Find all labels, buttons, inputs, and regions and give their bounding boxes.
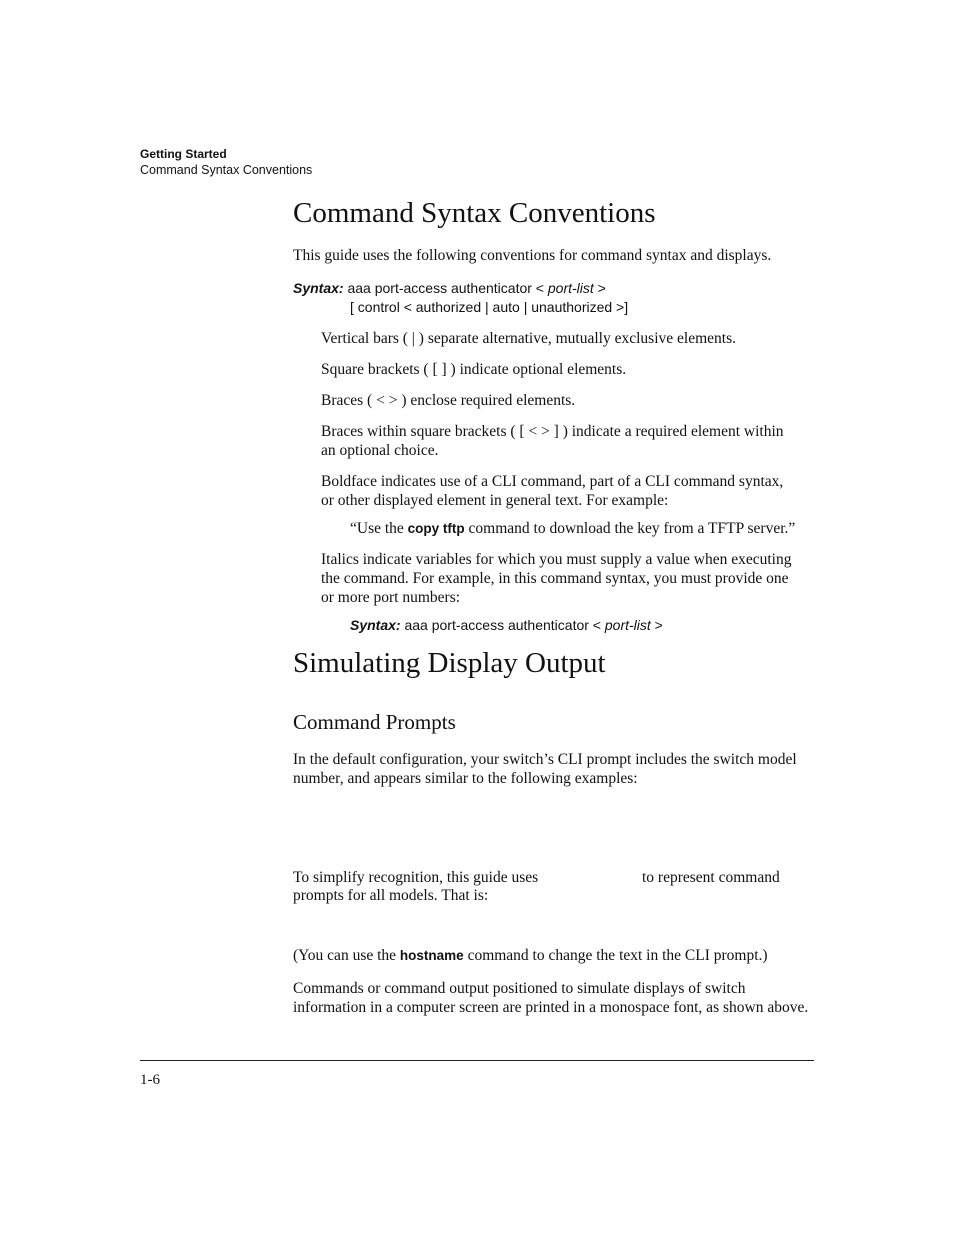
- example-command: copy tftp: [407, 521, 465, 536]
- convention-vertical-bars: Vertical bars ( | ) separate alternative, mutually exclusive elements.: [321, 330, 736, 347]
- convention-braces-in-brackets: Braces within square brackets ( [ < > ] ) indicate a required element within an optional choice.: [321, 423, 784, 459]
- syntax-line-1: Syntax: aaa port-access authenticator < port-list >: [293, 280, 606, 296]
- hostname-command: hostname: [399, 948, 464, 963]
- prompts-paragraph-2-part2: to represent command: [642, 869, 780, 886]
- section-title-syntax-conventions: Command Syntax Conventions: [293, 197, 656, 229]
- syntax-label: Syntax:: [293, 280, 344, 296]
- prompts-paragraph-2-part3: prompts for all models. That is:: [293, 887, 489, 904]
- hostname-paragraph: (You can use the hostname command to change the text in the CLI prompt.): [293, 947, 768, 964]
- convention-boldface: Boldface indicates use of a CLI command, part of a CLI command syntax, or other displayed element in general text. For example:: [321, 473, 784, 509]
- running-header-chapter: Getting Started: [140, 147, 227, 161]
- boldface-example: “Use the copy tftp command to download the key from a TFTP server.”: [350, 520, 796, 537]
- intro-paragraph: This guide uses the following conventions for command syntax and displays.: [293, 247, 772, 264]
- syntax-variable: port-list: [547, 280, 594, 296]
- syntax-variable-2: port-list: [604, 617, 651, 633]
- syntax-line-2: [ control < authorized | auto | unauthorized >]: [350, 299, 629, 315]
- prompts-paragraph-1: In the default configuration, your switch’s CLI prompt includes the switch model number, and appears similar to the following examples:: [293, 751, 797, 787]
- section-title-display-output: Simulating Display Output: [293, 647, 606, 679]
- page-number: 1-6: [140, 1072, 160, 1088]
- syntax-example-2: Syntax: aaa port-access authenticator < port-list >: [350, 617, 663, 633]
- convention-square-brackets: Square brackets ( [ ] ) indicate optional elements.: [321, 361, 627, 378]
- footer-rule: [140, 1060, 814, 1061]
- convention-italics: Italics indicate variables for which you must supply a value when executing the command. For example, in this command syntax, you must provide one or more port numbers:: [321, 551, 792, 606]
- monospace-paragraph: Commands or command output positioned to simulate displays of switch information in a computer screen are printed in a monospace font, as shown above.: [293, 980, 809, 1016]
- running-header-section: Command Syntax Conventions: [140, 163, 313, 177]
- syntax-label-2: Syntax:: [350, 617, 401, 633]
- prompts-paragraph-2-part1: To simplify recognition, this guide uses: [293, 869, 539, 886]
- convention-braces: Braces ( < > ) enclose required elements.: [321, 392, 576, 409]
- subsection-title-command-prompts: Command Prompts: [293, 710, 456, 734]
